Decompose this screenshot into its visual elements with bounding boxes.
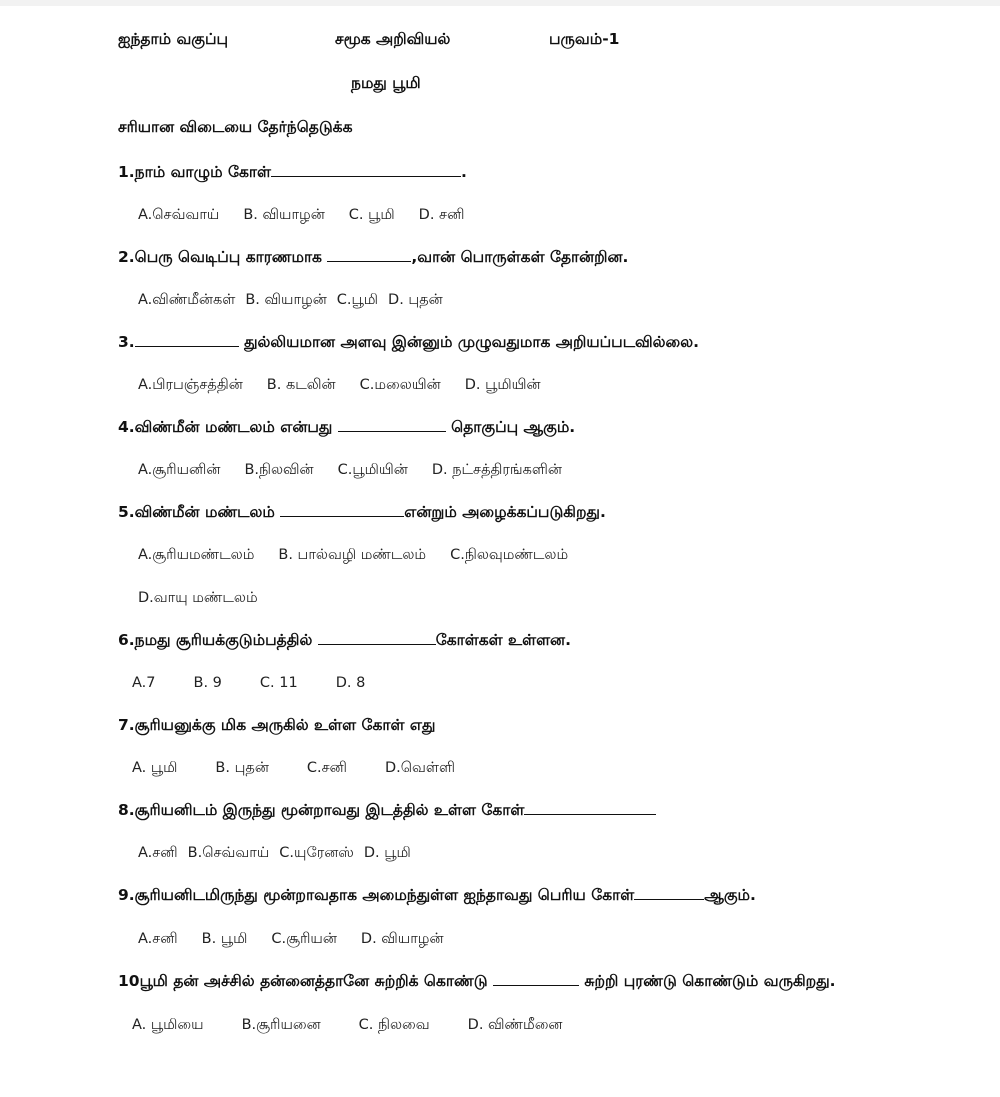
option-5b: B. பால்வழி மண்டலம் <box>278 547 427 563</box>
answer-blank-9 <box>634 885 704 900</box>
option-10b: B.சூரியனை <box>241 1017 321 1033</box>
question-9-suffix: ஆகும். <box>704 886 756 904</box>
question-6 <box>118 628 898 652</box>
option-9b: B. பூமி <box>201 931 248 947</box>
answer-blank-8 <box>524 800 656 815</box>
options-8 <box>118 841 898 865</box>
answer-blank-6 <box>318 630 436 645</box>
option-8b: B.செவ்வாய் <box>187 845 270 861</box>
header-class: ஐந்தாம் வகுப்பு <box>118 30 229 48</box>
option-7a: A. பூமி <box>132 760 178 776</box>
option-9c: C.சூரியன் <box>271 931 337 947</box>
question-8-text: 8.சூரியனிடம் இருந்து மூன்றாவது இடத்தில் உள்ள கோள் <box>118 801 525 819</box>
option-8d: D. பூமி <box>363 845 411 861</box>
option-10c: C. நிலவை <box>358 1017 430 1033</box>
option-4d: D. நட்சத்திரங்களின் <box>431 462 562 478</box>
answer-blank-2 <box>327 247 411 262</box>
header-term: பருவம்-1 <box>549 30 620 48</box>
question-7-text: 7.சூரியனுக்கு மிக அருகில் உள்ள கோள் எது <box>118 716 436 734</box>
option-5c: C.நிலவுமண்டலம் <box>450 547 569 563</box>
option-10a: A. பூமியை <box>132 1017 204 1033</box>
question-6-text: 6.நமது சூரியக்குடும்பத்தில் <box>118 631 318 649</box>
question-1 <box>118 160 898 184</box>
question-8 <box>118 798 898 822</box>
instruction-text: சரியான விடையை தேர்ந்தெடுக்க <box>118 118 353 136</box>
answer-blank-10 <box>493 971 579 986</box>
option-1d: D. சனி <box>418 207 465 223</box>
options-9 <box>118 927 898 951</box>
question-3-suffix: துல்லியமான அளவு இன்னும் முழுவதுமாக அறியப்படவில்லை. <box>238 333 699 351</box>
option-1c: C. பூமி <box>348 207 395 223</box>
question-5 <box>118 500 898 524</box>
options-7 <box>118 756 898 780</box>
option-3d: D. பூமியின் <box>464 377 541 393</box>
question-2 <box>118 245 898 269</box>
question-3 <box>118 330 898 354</box>
option-10d: D. விண்மீனை <box>467 1017 563 1033</box>
option-8a: A.சனி <box>138 845 178 861</box>
option-3a: A.பிரபஞ்சத்தின் <box>138 377 243 393</box>
option-6b: B. 9 <box>193 675 222 691</box>
question-10-text: 10பூமி தன் அச்சில் தன்னைத்தானே சுற்றிக் கொண்டு <box>118 972 493 990</box>
lesson-title: நமது பூமி <box>351 74 421 92</box>
option-2a: A.விண்மீன்கள் <box>138 292 236 308</box>
question-1-text: 1.நாம் வாழும் கோள் <box>118 163 271 181</box>
option-5d: D.வாயு மண்டலம் <box>138 590 258 606</box>
header-subject: சமூக அறிவியல் <box>335 30 451 48</box>
question-4 <box>118 415 898 439</box>
option-6d: D. 8 <box>335 675 366 691</box>
option-4c: C.பூமியின் <box>337 462 408 478</box>
options-4 <box>118 458 898 482</box>
option-6c: C. 11 <box>259 675 298 691</box>
question-9 <box>118 883 888 908</box>
option-7b: B. புதன் <box>215 760 269 776</box>
worksheet <box>118 30 898 1037</box>
option-3b: B. கடலின் <box>266 377 336 393</box>
option-7d: D.வெள்ளி <box>385 760 456 776</box>
question-3-text: 3. <box>118 333 135 351</box>
option-3c: C.மலையின் <box>359 377 441 393</box>
options-3 <box>118 373 898 397</box>
question-2-suffix: ,வான் பொருள்கள் தோன்றின. <box>411 248 629 266</box>
option-8c: C.யுரேனஸ் <box>279 845 354 861</box>
question-2-text: 2.பெரு வெடிப்பு காரணமாக <box>118 248 328 266</box>
question-7 <box>118 713 898 737</box>
question-5-text: 5.விண்மீன் மண்டலம் <box>118 503 281 521</box>
options-6 <box>118 671 898 695</box>
top-edge-bar <box>0 0 1000 6</box>
option-1b: B. வியாழன் <box>243 207 325 223</box>
options-2 <box>118 288 898 312</box>
option-7c: C.சனி <box>306 760 347 776</box>
worksheet-header <box>118 30 898 54</box>
question-10 <box>118 969 888 994</box>
option-9a: A.சனி <box>138 931 178 947</box>
option-9d: D. வியாழன் <box>360 931 444 947</box>
option-4b: B.நிலவின் <box>244 462 314 478</box>
question-4-text: 4.விண்மீன் மண்டலம் என்பது <box>118 418 338 436</box>
option-4a: A.சூரியனின் <box>138 462 221 478</box>
options-1 <box>118 203 898 227</box>
option-5a: A.சூரியமண்டலம் <box>138 547 255 563</box>
option-6a: A.7 <box>132 675 156 691</box>
answer-blank-5 <box>280 502 404 517</box>
option-1a: A.செவ்வாய் <box>138 207 220 223</box>
option-2c: C.பூமி <box>336 292 379 308</box>
option-2b: B. வியாழன் <box>245 292 327 308</box>
answer-blank-4 <box>338 417 446 432</box>
options-5 <box>118 543 898 567</box>
options-5-extra <box>118 586 898 610</box>
question-4-suffix: தொகுப்பு ஆகும். <box>445 418 576 436</box>
question-5-suffix: என்றும் அழைக்கப்படுகிறது. <box>404 503 606 521</box>
question-1-suffix: . <box>460 163 467 181</box>
options-10 <box>118 1013 898 1037</box>
question-9-text: 9.சூரியனிடமிருந்து மூன்றாவதாக அமைந்துள்ள ஐந்தாவது பெரிய கோள் <box>118 886 635 904</box>
answer-blank-1 <box>271 162 461 177</box>
question-6-suffix: கோள்கள் உள்ளன. <box>435 631 571 649</box>
question-10-suffix: சுற்றி புரண்டு கொண்டும் வருகிறது. <box>578 972 836 990</box>
option-2d: D. புதன் <box>388 292 443 308</box>
answer-blank-3 <box>135 332 239 347</box>
